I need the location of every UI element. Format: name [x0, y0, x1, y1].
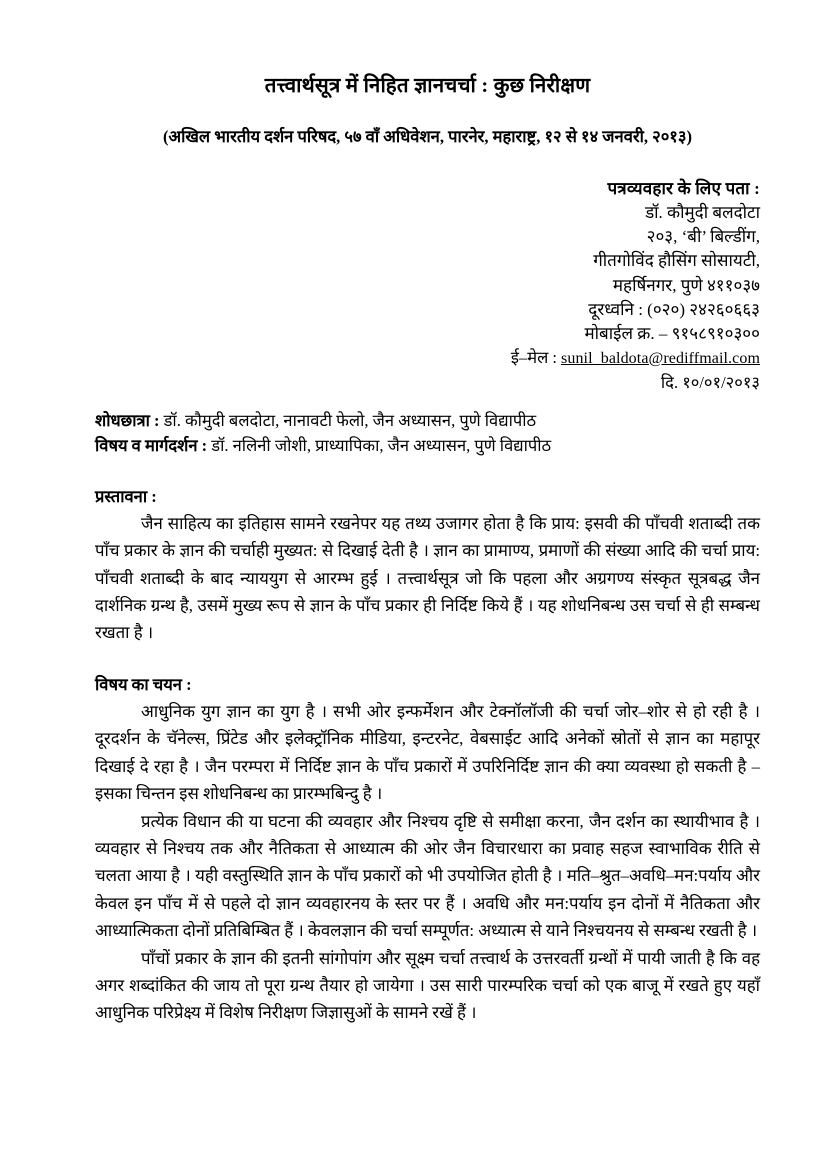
section-vishay-ka-chayan [95, 672, 760, 1026]
address-line-building: २०३, ‘बी’ बिल्डींग, [646, 227, 760, 247]
document-date: दि. १०/०१/२०१३ [660, 372, 760, 392]
email-label: ई–मेल : [510, 347, 558, 367]
address-heading: पत्रव्यवहार के लिए पता : [607, 179, 760, 199]
section-body-prastavana [95, 510, 760, 646]
email-address-link[interactable]: sunil_baldota@rediffmail.com [561, 349, 760, 367]
address-line-city: महर्षिनगर, पुणे ४११०३७ [612, 275, 760, 295]
guide-value: डॉ. नलिनी जोशी, प्राध्यापिका, जैन अध्यासन, पुणे विद्यापीठ [211, 436, 552, 456]
guide-label: विषय व मार्गदर्शन : [95, 436, 208, 456]
researcher-label: शोधछात्रा : [95, 411, 160, 431]
paragraph: प्रत्येक विधान की या घटना की व्यवहार और निश्चय दृष्टि से समीक्षा करना, जैन दर्शन का स्थायीभाव है । व्यवहार से निश्चय तक और नैतिकता से आध्यात्म की ओर जैन विचारधारा का प्रवाह सहज स्वाभाविक रीति से चलता आया है । यही वस्तुस्थिति ज्ञान के पाँच प्रकारों को भी उपयोजित होती है । मति–श्रुत–अवधि–मन:पर्याय और केवल इन पाँच में से पहले दो ज्ञान व्यवहारनय के स्तर पर हैं । अवधि और मन:पर्याय इन दोनों में नैतिकता और आध्यात्मिकता दोनों प्रतिबिम्बित हैं । केवलज्ञान की चर्चा सम्पूर्णत: अध्यात्म से याने निश्चयनय से सम्बन्ध रखती है । [95, 812, 760, 940]
section-heading-prastavana: प्रस्तावना : [95, 487, 157, 507]
address-line-society: गीतगोविंद हौसिंग सोसायटी, [593, 251, 760, 271]
address-line-email [95, 346, 760, 371]
section-body-vishay-ka-chayan [95, 698, 760, 1026]
document-content [95, 74, 760, 1027]
meta-row-researcher [95, 408, 760, 433]
section-prastavana [95, 484, 760, 646]
address-line-name: डॉ. कौमुदी बलदोटा [645, 203, 760, 223]
meta-row-guide [95, 433, 760, 458]
correspondence-address-block [95, 177, 760, 394]
conference-subtitle: (अखिल भारतीय दर्शन परिषद, ५७ वाँ अधिवेशन, पारनेर, महाराष्ट्र, १२ से १४ जनवरी, २०१३) [163, 126, 692, 146]
researcher-value: डॉ. कौमुदी बलदोटा, नानावटी फेलो, जैन अध्यासन, पुणे विद्यापीठ [163, 411, 537, 431]
paragraph: पाँचों प्रकार के ज्ञान की इतनी सांगोपांग और सूक्ष्म चर्चा तत्त्वार्थ के उत्तरवर्ती ग्रन्थों में पायी जाती है कि वह अगर शब्दांकित की जाय तो पूरा ग्रन्थ तैयार हो जायेगा । उस सारी पारम्परिक चर्चा को एक बाजू में रखते हुए यहाँ आधुनिक परिप्रेक्ष्य में विशेष निरीक्षण जिज्ञासुओं के सामने रखें हैं । [95, 949, 760, 1023]
section-heading-vishay-ka-chayan: विषय का चयन : [95, 675, 192, 695]
address-line-mobile: मोबाईल क्र. – ९१५८९१०३०० [584, 323, 760, 343]
address-line-phone: दूरध्वनि : (०२०) २४२६०६६३ [588, 299, 760, 319]
author-meta-block [95, 408, 760, 458]
paragraph: आधुनिक युग ज्ञान का युग है । सभी ओर इन्फर्मेशन और टेक्नॉलॉजी की चर्चा जोर–शोर से हो रही है । दूरदर्शन के चॅनेल्स, प्रिंटेड और इलेक्ट्रॉनिक मीडिया, इन्टरनेट, वेबसाईट आदि अनेकों स्रोतों से ज्ञान का महापूर दिखाई दे रहा है । जैन परम्परा में निर्दिष्ट ज्ञान के पाँच प्रकारों में उपरिनिर्दिष्ट ज्ञान की क्या व्यवस्था हो सकती है – इसका चिन्तन इस शोधनिबन्ध का प्रारम्भबिन्दु है । [95, 702, 760, 803]
page-title: तत्त्वार्थसूत्र में निहित ज्ञानचर्चा : कुछ निरीक्षण [264, 75, 591, 97]
paragraph: जैन साहित्य का इतिहास सामने रखनेपर यह तथ्य उजागर होता है कि प्राय: इसवी की पाँचवी शताब्दी तक पाँच प्रकार के ज्ञान की चर्चाही मुख्यत: से दिखाई देती है । ज्ञान का प्रामाण्य, प्रमाणों की संख्या आदि की चर्चा प्राय: पाँचवी शताब्दी के बाद न्याययुग से आरम्भ हुई । तत्त्वार्थसूत्र जो कि पहला और अग्रगण्य संस्कृत सूत्रबद्ध जैन दार्शनिक ग्रन्थ है, उसमें मुख्य रूप से ज्ञान के पाँच प्रकार ही निर्दिष्ट किये हैं । यह शोधनिबन्ध उस चर्चा से ही सम्बन्ध रखता है । [95, 514, 760, 643]
